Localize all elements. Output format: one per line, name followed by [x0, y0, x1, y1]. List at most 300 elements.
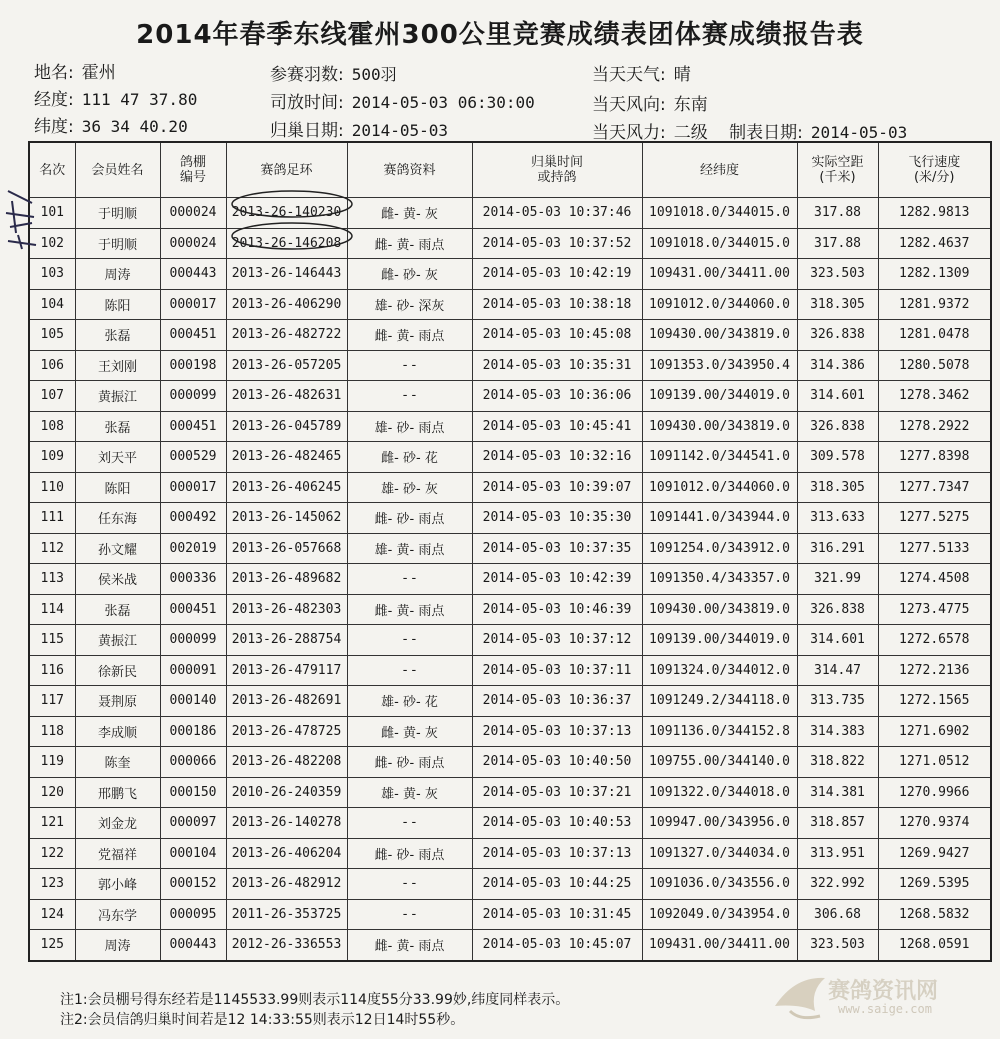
cell-distance: 322.992 [797, 869, 878, 900]
table-row [29, 594, 991, 625]
cell-ring-number: 2013-26-288754 [226, 625, 347, 656]
cell-pigeon-info: 雌- 砂- 雨点 [347, 503, 472, 534]
cell-arrival-time: 2014-05-03 10:37:13 [472, 838, 642, 869]
cell-member-name: 于明顺 [75, 228, 160, 259]
cell-coordinates: 109139.00/344019.0 [642, 381, 797, 412]
cell-speed: 1282.4637 [878, 228, 991, 259]
header-ring-number: 赛鸽足环 [226, 142, 347, 198]
table-row [29, 564, 991, 595]
cell-loft-id: 000099 [160, 381, 226, 412]
cell-distance: 323.503 [797, 930, 878, 961]
cell-coordinates: 1091036.0/343556.0 [642, 869, 797, 900]
cell-distance: 317.88 [797, 228, 878, 259]
cell-coordinates: 1091254.0/343912.0 [642, 533, 797, 564]
cell-loft-id: 000091 [160, 655, 226, 686]
cell-rank: 105 [29, 320, 75, 351]
cell-arrival-time: 2014-05-03 10:42:19 [472, 259, 642, 290]
cell-speed: 1269.5395 [878, 869, 991, 900]
cell-coordinates: 109430.00/343819.0 [642, 594, 797, 625]
cell-speed: 1268.5832 [878, 899, 991, 930]
cell-member-name: 聂荆原 [75, 686, 160, 717]
longitude-value: 111 47 37.80 [81, 90, 198, 109]
wind-force-field [592, 118, 907, 143]
cell-distance: 309.578 [797, 442, 878, 473]
longitude-field [34, 85, 197, 110]
return-date-field [270, 116, 448, 141]
cell-member-name: 张磊 [75, 594, 160, 625]
cell-ring-number: 2013-26-145062 [226, 503, 347, 534]
cell-coordinates: 109431.00/34411.00 [642, 930, 797, 961]
cell-pigeon-info: 雌- 砂- 灰 [347, 259, 472, 290]
cell-distance: 313.951 [797, 838, 878, 869]
cell-ring-number: 2013-26-482691 [226, 686, 347, 717]
cell-arrival-time: 2014-05-03 10:39:07 [472, 472, 642, 503]
table-row [29, 716, 991, 747]
results-table [28, 141, 992, 962]
cell-member-name: 黄振江 [75, 625, 160, 656]
cell-arrival-time: 2014-05-03 10:37:21 [472, 777, 642, 808]
cell-speed: 1269.9427 [878, 838, 991, 869]
cell-arrival-time: 2014-05-03 10:36:06 [472, 381, 642, 412]
cell-loft-id: 000150 [160, 777, 226, 808]
cell-coordinates: 1091136.0/344152.8 [642, 716, 797, 747]
release-value: 2014-05-03 06:30:00 [351, 93, 535, 112]
note-1: 注1:会员棚号得东经若是1145533.99则表示114度55分33.99妙,纬度同样表示。 [60, 992, 570, 1008]
cell-arrival-time: 2014-05-03 10:37:52 [472, 228, 642, 259]
cell-pigeon-info: - - [347, 899, 472, 930]
cell-pigeon-info: 雌- 黄- 雨点 [347, 930, 472, 961]
weather-value: 晴 [673, 65, 691, 85]
header-distance: 实际空距 (千米) [797, 142, 878, 198]
cell-member-name: 任东海 [75, 503, 160, 534]
location-field [34, 58, 116, 83]
wind-direction-value: 东南 [673, 95, 708, 115]
cell-rank: 117 [29, 686, 75, 717]
cell-ring-number: 2013-26-482631 [226, 381, 347, 412]
table-row [29, 808, 991, 839]
table-row [29, 655, 991, 686]
cell-loft-id: 000451 [160, 594, 226, 625]
table-row [29, 259, 991, 290]
wind-direction-label: 当天风向: [592, 95, 666, 115]
table-row [29, 503, 991, 534]
cell-rank: 118 [29, 716, 75, 747]
cell-rank: 125 [29, 930, 75, 961]
cell-pigeon-info: - - [347, 625, 472, 656]
cell-arrival-time: 2014-05-03 10:37:46 [472, 198, 642, 229]
return-date-value: 2014-05-03 [351, 121, 449, 140]
cell-loft-id: 000443 [160, 930, 226, 961]
report-date-value: 2014-05-03 [810, 123, 908, 142]
cell-speed: 1274.4508 [878, 564, 991, 595]
notes [60, 990, 569, 1030]
cell-pigeon-info: 雄- 砂- 雨点 [347, 411, 472, 442]
cell-arrival-time: 2014-05-03 10:45:41 [472, 411, 642, 442]
cell-distance: 313.735 [797, 686, 878, 717]
cell-coordinates: 1091322.0/344018.0 [642, 777, 797, 808]
cell-pigeon-info: 雌- 砂- 雨点 [347, 838, 472, 869]
cell-speed: 1281.9372 [878, 289, 991, 320]
hand-drawn-circles [228, 188, 358, 254]
table-body [29, 198, 991, 961]
cell-speed: 1280.5078 [878, 350, 991, 381]
cell-distance: 318.857 [797, 808, 878, 839]
table-row [29, 228, 991, 259]
cell-loft-id: 000017 [160, 289, 226, 320]
cell-rank: 104 [29, 289, 75, 320]
cell-distance: 323.503 [797, 259, 878, 290]
cell-distance: 314.386 [797, 350, 878, 381]
cell-member-name: 李成顺 [75, 716, 160, 747]
cell-arrival-time: 2014-05-03 10:35:31 [472, 350, 642, 381]
cell-loft-id: 000097 [160, 808, 226, 839]
table-row [29, 350, 991, 381]
cell-arrival-time: 2014-05-03 10:45:07 [472, 930, 642, 961]
header-pigeon-info: 赛鸽资料 [347, 142, 472, 198]
cell-speed: 1272.2136 [878, 655, 991, 686]
cell-pigeon-info: 雄- 砂- 花 [347, 686, 472, 717]
handwritten-signature [2, 183, 42, 253]
cell-rank: 120 [29, 777, 75, 808]
cell-arrival-time: 2014-05-03 10:37:12 [472, 625, 642, 656]
cell-distance: 318.305 [797, 472, 878, 503]
cell-rank: 109 [29, 442, 75, 473]
table-row [29, 930, 991, 961]
cell-distance: 314.601 [797, 625, 878, 656]
cell-speed: 1281.0478 [878, 320, 991, 351]
cell-ring-number: 2013-26-479117 [226, 655, 347, 686]
cell-ring-number: 2013-26-057668 [226, 533, 347, 564]
cell-distance: 326.838 [797, 411, 878, 442]
cell-distance: 306.68 [797, 899, 878, 930]
cell-ring-number: 2013-26-482465 [226, 442, 347, 473]
cell-ring-number: 2013-26-146208 [226, 228, 347, 259]
cell-rank: 108 [29, 411, 75, 442]
table-row [29, 838, 991, 869]
cell-rank: 106 [29, 350, 75, 381]
cell-ring-number: 2013-26-482722 [226, 320, 347, 351]
cell-speed: 1282.9813 [878, 198, 991, 229]
cell-loft-id: 000152 [160, 869, 226, 900]
cell-ring-number: 2010-26-240359 [226, 777, 347, 808]
cell-ring-number: 2013-26-406204 [226, 838, 347, 869]
cell-speed: 1277.5275 [878, 503, 991, 534]
cell-coordinates: 109431.00/34411.00 [642, 259, 797, 290]
cell-rank: 114 [29, 594, 75, 625]
cell-rank: 121 [29, 808, 75, 839]
weather-field [592, 60, 691, 85]
cell-member-name: 周涛 [75, 930, 160, 961]
cell-arrival-time: 2014-05-03 10:37:11 [472, 655, 642, 686]
cell-pigeon-info: - - [347, 564, 472, 595]
watermark-url: www.saige.com [838, 1002, 932, 1016]
cell-distance: 321.99 [797, 564, 878, 595]
release-label: 司放时间: [270, 93, 344, 113]
cell-speed: 1273.4775 [878, 594, 991, 625]
cell-speed: 1270.9374 [878, 808, 991, 839]
header-member-name: 会员姓名 [75, 142, 160, 198]
cell-coordinates: 1091012.0/344060.0 [642, 289, 797, 320]
cell-coordinates: 1091327.0/344034.0 [642, 838, 797, 869]
cell-member-name: 刘天平 [75, 442, 160, 473]
cell-arrival-time: 2014-05-03 10:40:50 [472, 747, 642, 778]
cell-loft-id: 000443 [160, 259, 226, 290]
cell-rank: 103 [29, 259, 75, 290]
count-value: 500羽 [351, 65, 397, 84]
table-row [29, 899, 991, 930]
header-arrival-time: 归巢时间 或持鸽 [472, 142, 642, 198]
location-value: 霍州 [81, 63, 116, 83]
table-row [29, 747, 991, 778]
cell-distance: 314.601 [797, 381, 878, 412]
cell-member-name: 党福祥 [75, 838, 160, 869]
cell-ring-number: 2013-26-482303 [226, 594, 347, 625]
cell-member-name: 王刘刚 [75, 350, 160, 381]
cell-loft-id: 000492 [160, 503, 226, 534]
cell-ring-number: 2011-26-353725 [226, 899, 347, 930]
cell-member-name: 郭小峰 [75, 869, 160, 900]
cell-rank: 107 [29, 381, 75, 412]
cell-member-name: 邢鹏飞 [75, 777, 160, 808]
longitude-label: 经度: [34, 90, 74, 110]
cell-ring-number: 2013-26-482912 [226, 869, 347, 900]
cell-loft-id: 000529 [160, 442, 226, 473]
cell-arrival-time: 2014-05-03 10:42:39 [472, 564, 642, 595]
cell-coordinates: 1091324.0/344012.0 [642, 655, 797, 686]
cell-loft-id: 000186 [160, 716, 226, 747]
cell-ring-number: 2012-26-336553 [226, 930, 347, 961]
cell-speed: 1278.3462 [878, 381, 991, 412]
latitude-value: 36 34 40.20 [81, 117, 188, 136]
cell-loft-id: 000099 [160, 625, 226, 656]
table-row [29, 533, 991, 564]
cell-coordinates: 109430.00/343819.0 [642, 320, 797, 351]
table-row [29, 777, 991, 808]
table-row [29, 686, 991, 717]
cell-ring-number: 2013-26-482208 [226, 747, 347, 778]
cell-loft-id: 000095 [160, 899, 226, 930]
cell-speed: 1272.6578 [878, 625, 991, 656]
cell-arrival-time: 2014-05-03 10:37:13 [472, 716, 642, 747]
cell-member-name: 徐新民 [75, 655, 160, 686]
cell-member-name: 孙文耀 [75, 533, 160, 564]
header-row [29, 142, 991, 198]
location-label: 地名: [34, 63, 74, 83]
cell-loft-id: 000336 [160, 564, 226, 595]
cell-pigeon-info: 雄- 砂- 深灰 [347, 289, 472, 320]
cell-distance: 316.291 [797, 533, 878, 564]
wind-force-value: 二级 [673, 123, 708, 143]
cell-speed: 1278.2922 [878, 411, 991, 442]
table-row [29, 381, 991, 412]
cell-rank: 102 [29, 228, 75, 259]
cell-coordinates: 109947.00/343956.0 [642, 808, 797, 839]
cell-arrival-time: 2014-05-03 10:45:08 [472, 320, 642, 351]
header-rank: 名次 [29, 142, 75, 198]
cell-distance: 314.47 [797, 655, 878, 686]
cell-rank: 115 [29, 625, 75, 656]
cell-distance: 318.822 [797, 747, 878, 778]
cell-pigeon-info: 雌- 黄- 雨点 [347, 320, 472, 351]
cell-arrival-time: 2014-05-03 10:36:37 [472, 686, 642, 717]
cell-loft-id: 000066 [160, 747, 226, 778]
latitude-field [34, 112, 188, 137]
cell-distance: 318.305 [797, 289, 878, 320]
table-row [29, 442, 991, 473]
cell-ring-number: 2013-26-140278 [226, 808, 347, 839]
cell-rank: 113 [29, 564, 75, 595]
cell-pigeon-info: 雄- 黄- 灰 [347, 777, 472, 808]
pigeon-logo-icon [770, 966, 830, 1026]
cell-coordinates: 1091249.2/344118.0 [642, 686, 797, 717]
cell-member-name: 于明顺 [75, 198, 160, 229]
wind-force-label: 当天风力: [592, 123, 666, 143]
cell-coordinates: 1091012.0/344060.0 [642, 472, 797, 503]
cell-member-name: 陈奎 [75, 747, 160, 778]
cell-member-name: 陈阳 [75, 289, 160, 320]
cell-ring-number: 2013-26-057205 [226, 350, 347, 381]
table-row [29, 320, 991, 351]
cell-speed: 1270.9966 [878, 777, 991, 808]
cell-coordinates: 1092049.0/343954.0 [642, 899, 797, 930]
cell-loft-id: 000451 [160, 411, 226, 442]
cell-arrival-time: 2014-05-03 10:38:18 [472, 289, 642, 320]
cell-rank: 111 [29, 503, 75, 534]
wind-direction-field [592, 90, 708, 115]
cell-ring-number: 2013-26-140230 [226, 198, 347, 229]
cell-ring-number: 2013-26-406245 [226, 472, 347, 503]
watermark-name: 赛鸽资讯网 [828, 979, 939, 1004]
cell-pigeon-info: 雌- 黄- 灰 [347, 198, 472, 229]
cell-pigeon-info: 雌- 砂- 雨点 [347, 747, 472, 778]
table-row [29, 472, 991, 503]
cell-coordinates: 1091018.0/344015.0 [642, 198, 797, 229]
cell-speed: 1271.6902 [878, 716, 991, 747]
table-row [29, 411, 991, 442]
cell-rank: 112 [29, 533, 75, 564]
page-title: 2014年春季东线霍州300公里竞赛成绩表团体赛成绩报告表 [136, 20, 864, 50]
watermark [770, 966, 970, 1026]
table-row [29, 625, 991, 656]
cell-distance: 326.838 [797, 594, 878, 625]
cell-loft-id: 000104 [160, 838, 226, 869]
cell-speed: 1277.5133 [878, 533, 991, 564]
cell-ring-number: 2013-26-406290 [226, 289, 347, 320]
cell-arrival-time: 2014-05-03 10:46:39 [472, 594, 642, 625]
cell-distance: 317.88 [797, 198, 878, 229]
cell-pigeon-info: - - [347, 808, 472, 839]
cell-distance: 314.381 [797, 777, 878, 808]
cell-rank: 123 [29, 869, 75, 900]
cell-distance: 326.838 [797, 320, 878, 351]
cell-loft-id: 000017 [160, 472, 226, 503]
cell-member-name: 张磊 [75, 320, 160, 351]
cell-coordinates: 1091350.4/343357.0 [642, 564, 797, 595]
table-row [29, 869, 991, 900]
cell-member-name: 陈阳 [75, 472, 160, 503]
cell-arrival-time: 2014-05-03 10:44:25 [472, 869, 642, 900]
cell-member-name: 黄振江 [75, 381, 160, 412]
cell-coordinates: 1091353.0/343950.4 [642, 350, 797, 381]
cell-loft-id: 000024 [160, 228, 226, 259]
header-coordinates: 经纬度 [642, 142, 797, 198]
cell-coordinates: 109139.00/344019.0 [642, 625, 797, 656]
table-row [29, 198, 991, 229]
cell-loft-id: 000140 [160, 686, 226, 717]
cell-pigeon-info: - - [347, 381, 472, 412]
cell-ring-number: 2013-26-489682 [226, 564, 347, 595]
cell-speed: 1268.0591 [878, 930, 991, 961]
cell-member-name: 冯东学 [75, 899, 160, 930]
cell-pigeon-info: 雄- 砂- 灰 [347, 472, 472, 503]
cell-member-name: 周涛 [75, 259, 160, 290]
cell-pigeon-info: 雌- 黄- 雨点 [347, 228, 472, 259]
cell-speed: 1282.1309 [878, 259, 991, 290]
cell-arrival-time: 2014-05-03 10:35:30 [472, 503, 642, 534]
return-date-label: 归巢日期: [270, 121, 344, 141]
cell-rank: 116 [29, 655, 75, 686]
cell-pigeon-info: 雌- 砂- 花 [347, 442, 472, 473]
cell-arrival-time: 2014-05-03 10:31:45 [472, 899, 642, 930]
cell-loft-id: 000198 [160, 350, 226, 381]
cell-coordinates: 1091142.0/344541.0 [642, 442, 797, 473]
weather-label: 当天天气: [592, 65, 666, 85]
latitude-label: 纬度: [34, 117, 74, 137]
cell-speed: 1272.1565 [878, 686, 991, 717]
cell-speed: 1277.8398 [878, 442, 991, 473]
cell-rank: 119 [29, 747, 75, 778]
cell-member-name: 侯米战 [75, 564, 160, 595]
header-loft-id: 鸽棚 编号 [160, 142, 226, 198]
cell-rank: 122 [29, 838, 75, 869]
release-field [270, 88, 535, 113]
cell-coordinates: 109755.00/344140.0 [642, 747, 797, 778]
cell-pigeon-info: - - [347, 350, 472, 381]
cell-member-name: 刘金龙 [75, 808, 160, 839]
cell-rank: 110 [29, 472, 75, 503]
cell-loft-id: 000024 [160, 198, 226, 229]
table-row [29, 289, 991, 320]
cell-ring-number: 2013-26-045789 [226, 411, 347, 442]
cell-speed: 1271.0512 [878, 747, 991, 778]
cell-loft-id: 002019 [160, 533, 226, 564]
count-label: 参赛羽数: [270, 65, 344, 85]
cell-rank: 101 [29, 198, 75, 229]
cell-pigeon-info: 雌- 黄- 雨点 [347, 594, 472, 625]
cell-pigeon-info: 雄- 黄- 雨点 [347, 533, 472, 564]
cell-loft-id: 000451 [160, 320, 226, 351]
cell-arrival-time: 2014-05-03 10:37:35 [472, 533, 642, 564]
cell-distance: 313.633 [797, 503, 878, 534]
cell-arrival-time: 2014-05-03 10:40:53 [472, 808, 642, 839]
cell-pigeon-info: - - [347, 655, 472, 686]
cell-speed: 1277.7347 [878, 472, 991, 503]
count-field [270, 60, 397, 85]
cell-rank: 124 [29, 899, 75, 930]
cell-coordinates: 109430.00/343819.0 [642, 411, 797, 442]
cell-coordinates: 1091441.0/343944.0 [642, 503, 797, 534]
cell-pigeon-info: 雌- 黄- 灰 [347, 716, 472, 747]
cell-ring-number: 2013-26-146443 [226, 259, 347, 290]
report-date-label: 制表日期: [729, 123, 803, 143]
cell-distance: 314.383 [797, 716, 878, 747]
header-speed: 飞行速度 (米/分) [878, 142, 991, 198]
cell-ring-number: 2013-26-478725 [226, 716, 347, 747]
cell-coordinates: 1091018.0/344015.0 [642, 228, 797, 259]
cell-pigeon-info: - - [347, 869, 472, 900]
cell-arrival-time: 2014-05-03 10:32:16 [472, 442, 642, 473]
note-2: 注2:会员信鸽归巢时间若是12 14:33:55则表示12日14时55秒。 [60, 1012, 465, 1028]
